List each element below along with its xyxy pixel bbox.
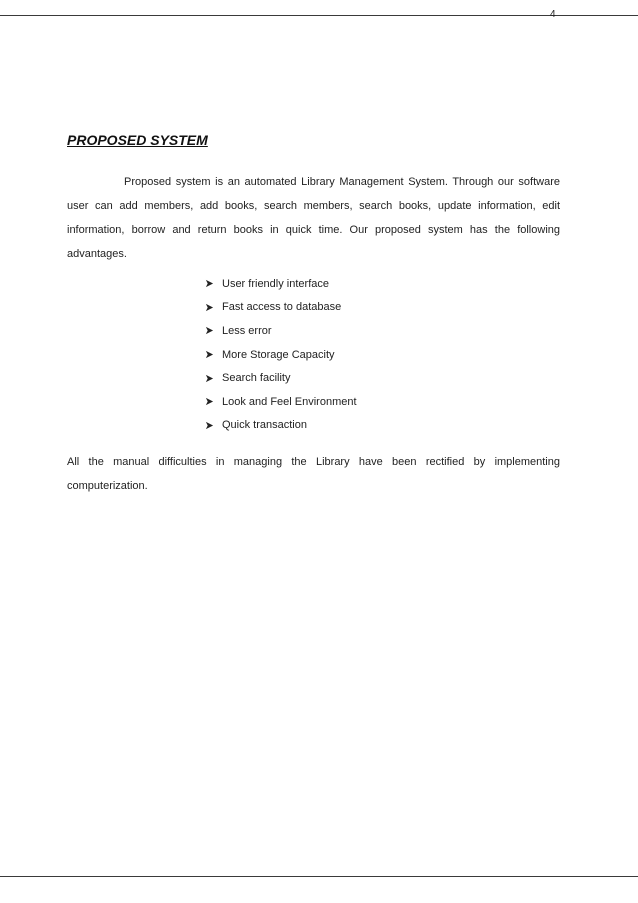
arrowhead-bullet-icon [205,397,214,406]
list-item [205,366,357,390]
list-item [205,414,357,438]
list-item [205,296,357,320]
page-number: 4 [550,9,556,20]
arrowhead-bullet-icon [205,303,214,312]
list-item [205,272,357,296]
advantage-label: User friendly interface [222,277,329,290]
list-item [205,343,357,367]
section-heading: PROPOSED SYSTEM [67,132,208,148]
arrowhead-bullet-icon [205,326,214,335]
intro-paragraph: Proposed system is an automated Library Management System. Through our software user can add members, add books, search members, search books, update information, edit information, borrow and return books in quick time. Our proposed system has the following advantages. [67,176,560,260]
advantage-label: Less error [222,324,272,337]
arrowhead-bullet-icon [205,374,214,383]
arrowhead-bullet-icon [205,421,214,430]
list-item [205,390,357,414]
advantage-label: Fast access to database [222,301,342,314]
list-item [205,319,357,343]
advantage-label: Quick transaction [222,419,307,432]
advantage-label: Search facility [222,372,291,385]
advantages-list [205,272,357,437]
advantage-label: More Storage Capacity [222,348,335,361]
arrowhead-bullet-icon [205,350,214,359]
footer-rule [0,876,638,877]
header-rule [0,15,638,16]
conclusion-paragraph: All the manual difficulties in managing the Library have been rectified by implementing computerization. [67,456,560,492]
arrowhead-bullet-icon [205,279,214,288]
advantage-label: Look and Feel Environment [222,395,357,408]
